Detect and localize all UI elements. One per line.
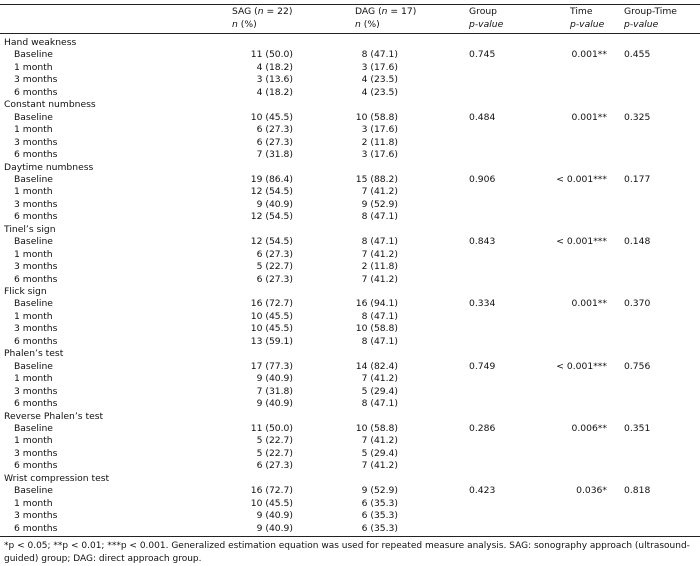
section-heading-row [0,286,700,299]
bottom-rule [0,536,700,537]
time-p-value: 0.001** [571,49,607,61]
group-time-p-value: 0.325 [624,111,651,123]
section-title: Flick sign [4,286,47,297]
time-p-value: 0.036* [576,485,607,497]
row-label: 6 months [14,522,58,534]
section-title: Constant numbness [4,99,96,111]
sag-value: 9 (40.9) [256,522,293,534]
dag-value: 8 (47.1) [361,236,398,248]
table-row [0,498,700,511]
time-p-value: 0.006** [571,422,607,434]
table-footnote: *p < 0.05; **p < 0.01; ***p < 0.001. Generalized estimation equation was used for repeated measure analysis. SAG: sonography approach (ultrasound-guided) group; DAG: direct approach group. [4,541,690,564]
header-time-p: Time p-value [570,6,605,30]
row-label: Baseline [14,422,53,434]
row-label: 6 months [14,335,58,347]
row-label: 6 months [14,149,58,161]
sag-value: 6 (27.3) [256,273,293,285]
sag-value: 11 (50.0) [250,422,293,434]
table-row [0,211,700,224]
table-row [0,373,700,386]
sag-value: 7 (31.8) [256,385,293,397]
dag-value: 5 (29.4) [361,447,398,459]
dag-value: 8 (47.1) [361,49,398,61]
table-row [0,112,700,125]
dag-value: 7 (41.2) [361,273,398,285]
group-p-value: 0.423 [469,485,496,497]
section-heading-row [0,473,700,486]
header-rule [0,33,700,34]
row-label: 6 months [14,273,58,285]
row-label: 1 month [14,310,53,322]
row-label: 1 month [14,248,53,260]
sag-value: 4 (18.2) [256,86,293,98]
table-row [0,87,700,100]
dag-value: 6 (35.3) [361,522,398,534]
dag-value: 9 (52.9) [361,485,398,497]
dag-value: 10 (58.8) [355,422,398,434]
group-p-value: 0.286 [469,422,496,434]
table-row [0,523,700,536]
dag-value: 6 (35.3) [361,497,398,509]
time-p-value: 0.001** [571,298,607,310]
sag-value: 10 (45.5) [250,111,293,123]
section-heading-row [0,99,700,112]
row-label: 3 months [14,261,58,273]
sag-value: 9 (40.9) [256,398,293,410]
dag-value: 8 (47.1) [361,398,398,410]
sag-value: 10 (45.5) [250,310,293,322]
sag-value: 12 (54.5) [250,186,293,198]
row-label: 1 month [14,373,53,385]
group-p-value: 0.749 [469,360,496,372]
table-row [0,423,700,436]
table-row [0,186,700,199]
sag-value: 4 (18.2) [256,61,293,73]
section-heading-row [0,37,700,50]
dag-value: 7 (41.2) [361,373,398,385]
dag-value: 8 (47.1) [361,310,398,322]
dag-value: 7 (41.2) [361,186,398,198]
header-group-p: Group p-value [469,6,504,30]
row-label: Baseline [14,236,53,248]
header-dag: DAG (n = 17) n (%) [355,6,417,30]
row-label: 3 months [14,136,58,148]
table-row [0,435,700,448]
table-row [0,74,700,87]
dag-value: 7 (41.2) [361,435,398,447]
row-label: 1 month [14,124,53,136]
section-heading-row [0,411,700,424]
dag-value: 2 (11.8) [361,261,398,273]
table-row [0,137,700,150]
dag-value: 14 (82.4) [355,360,398,372]
time-p-value: < 0.001*** [556,236,607,248]
row-label: 1 month [14,186,53,198]
table-row [0,274,700,287]
dag-value: 9 (52.9) [361,198,398,210]
dag-value: 2 (11.8) [361,136,398,148]
group-time-p-value: 0.756 [624,360,651,372]
row-label: 6 months [14,86,58,98]
table-row [0,448,700,461]
row-label: 3 months [14,198,58,210]
header-group-time-p: Group-Time p-value [624,6,677,30]
sag-value: 6 (27.3) [256,124,293,136]
row-label: Baseline [14,360,53,372]
table-row [0,485,700,498]
sag-value: 10 (45.5) [250,323,293,335]
sag-value: 19 (86.4) [250,173,293,185]
sag-value: 12 (54.5) [250,211,293,223]
row-label: 3 months [14,510,58,522]
row-label: 1 month [14,435,53,447]
dag-value: 3 (17.6) [361,61,398,73]
dag-value: 10 (58.8) [355,323,398,335]
table-row [0,124,700,137]
row-label: 6 months [14,460,58,472]
section-title: Hand weakness [4,37,77,48]
sag-value: 5 (22.7) [256,261,293,273]
time-p-value: < 0.001*** [556,360,607,372]
dag-value: 3 (17.6) [361,149,398,161]
section-title: Phalen’s test [4,348,64,360]
group-p-value: 0.745 [469,49,496,61]
table-row [0,174,700,187]
row-label: 6 months [14,398,58,410]
table-row [0,261,700,274]
group-time-p-value: 0.455 [624,49,651,61]
sag-value: 7 (31.8) [256,149,293,161]
section-title: Wrist compression test [4,472,110,484]
dag-value: 4 (23.5) [361,74,398,86]
section-heading-row [0,348,700,361]
table-row [0,49,700,62]
table-row [0,62,700,75]
sag-value: 6 (27.3) [256,460,293,472]
table-row [0,298,700,311]
dag-value: 10 (58.8) [355,111,398,123]
row-label: Baseline [14,111,53,123]
row-label: 3 months [14,74,58,86]
group-p-value: 0.906 [469,173,496,185]
table-row [0,323,700,336]
dag-value: 4 (23.5) [361,86,398,98]
sag-value: 10 (45.5) [250,497,293,509]
sag-value: 16 (72.7) [250,485,293,497]
group-time-p-value: 0.177 [624,173,651,185]
section-title: Reverse Phalen’s test [4,410,104,422]
section-heading-row [0,224,700,237]
sag-value: 9 (40.9) [256,510,293,522]
dag-value: 7 (41.2) [361,248,398,260]
dag-value: 5 (29.4) [361,385,398,397]
sag-value: 9 (40.9) [256,373,293,385]
sag-value: 17 (77.3) [250,360,293,372]
group-time-p-value: 0.370 [624,298,651,310]
table-row [0,398,700,411]
table-row [0,510,700,523]
time-p-value: 0.001** [571,111,607,123]
table-row [0,336,700,349]
sag-value: 16 (72.7) [250,298,293,310]
dag-value: 8 (47.1) [361,335,398,347]
row-label: 6 months [14,211,58,223]
dag-value: 16 (94.1) [355,298,398,310]
section-title: Tinel’s sign [4,223,56,235]
table-row [0,361,700,374]
table-row [0,386,700,399]
row-label: Baseline [14,173,53,185]
sag-value: 13 (59.1) [250,335,293,347]
section-heading-row [0,162,700,175]
header-sag: SAG (n = 22) n (%) [232,6,293,30]
row-label: 3 months [14,323,58,335]
row-label: Baseline [14,49,53,61]
dag-value: 8 (47.1) [361,211,398,223]
row-label: 3 months [14,385,58,397]
group-time-p-value: 0.818 [624,485,651,497]
row-label: 3 months [14,447,58,459]
sag-value: 6 (27.3) [256,136,293,148]
table-row [0,460,700,473]
dag-value: 15 (88.2) [355,173,398,185]
sag-value: 5 (22.7) [256,447,293,459]
group-p-value: 0.843 [469,236,496,248]
sag-value: 3 (13.6) [256,74,293,86]
row-label: Baseline [14,485,53,497]
group-time-p-value: 0.148 [624,236,651,248]
table-row [0,236,700,249]
sag-value: 5 (22.7) [256,435,293,447]
sag-value: 11 (50.0) [250,49,293,61]
table-row [0,249,700,262]
time-p-value: < 0.001*** [556,173,607,185]
group-p-value: 0.484 [469,111,496,123]
dag-value: 6 (35.3) [361,510,398,522]
sag-value: 9 (40.9) [256,198,293,210]
sag-value: 6 (27.3) [256,248,293,260]
table-row [0,149,700,162]
row-label: 1 month [14,497,53,509]
table-row [0,311,700,324]
group-time-p-value: 0.351 [624,422,651,434]
section-title: Daytime numbness [4,161,94,173]
table-row [0,199,700,212]
dag-value: 7 (41.2) [361,460,398,472]
dag-value: 3 (17.6) [361,124,398,136]
sag-value: 12 (54.5) [250,236,293,248]
top-rule [0,4,700,5]
row-label: Baseline [14,298,53,310]
group-p-value: 0.334 [469,298,496,310]
row-label: 1 month [14,61,53,73]
